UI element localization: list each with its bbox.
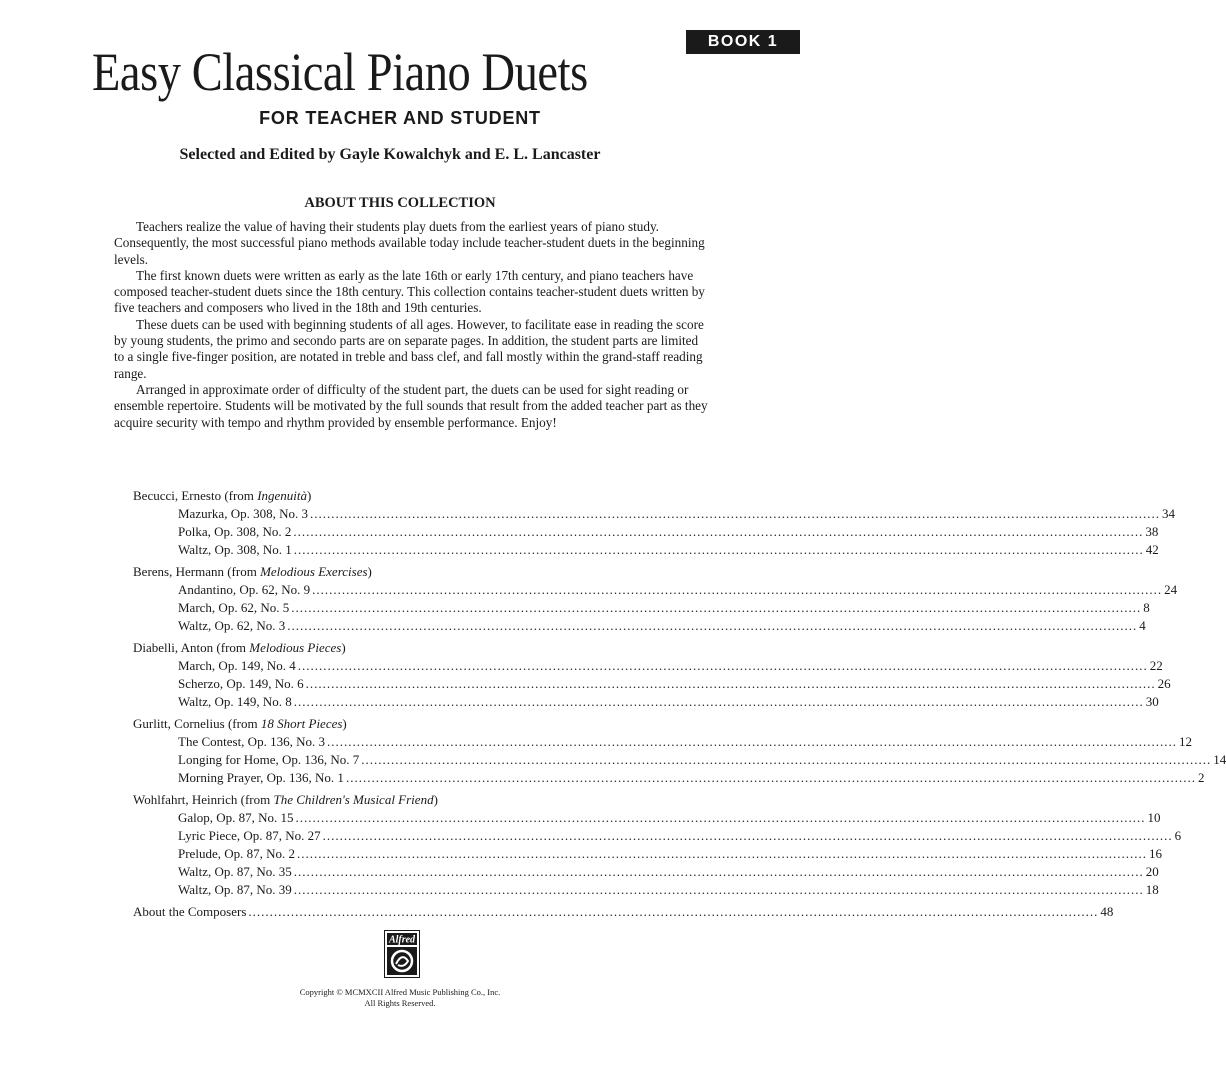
composer-close: ) — [341, 640, 346, 655]
dot-leader: ........................................................................................................................................................................................................ — [293, 694, 1144, 709]
copyright-line: Copyright © MCMXCII Alfred Music Publishing Co., Inc. — [299, 987, 501, 997]
piece-title: Waltz, Op. 87, No. 35 — [178, 864, 292, 879]
about-heading: ABOUT THIS COLLECTION — [304, 195, 496, 211]
composer-source: Melodious Pieces — [249, 640, 342, 655]
composer-name: Wohlfahrt, Heinrich (from — [133, 792, 274, 807]
dot-leader: ........................................................................................................................................................................................................ — [293, 524, 1144, 539]
book-badge: BOOK 1 — [686, 30, 800, 54]
dot-leader: ........................................................................................................................................................................................................ — [309, 506, 1160, 521]
dot-leader: ........................................................................................................................................................................................................ — [297, 846, 1147, 861]
dot-leader: ........................................................................................................................................................................................................ — [293, 864, 1144, 879]
piece-title: Andantino, Op. 62, No. 9 — [178, 582, 311, 597]
page-number: 10 — [1147, 810, 1161, 825]
composer-close: ) — [433, 792, 438, 807]
editors-credit: Selected and Edited by Gayle Kowalchyk and E. L. Lancaster — [179, 146, 601, 163]
dot-leader: ........................................................................................................................................................................................................ — [322, 828, 1173, 843]
piece-title: Waltz, Op. 87, No. 39 — [178, 882, 292, 897]
toc-entry[interactable] — [133, 599, 1150, 617]
dot-leader: ........................................................................................................................................................................................................ — [361, 752, 1212, 767]
composer-name: Berens, Hermann (from — [133, 564, 261, 579]
composer-close: ) — [367, 564, 372, 579]
toc-entry[interactable] — [133, 581, 1178, 599]
piece-title: Waltz, Op. 149, No. 8 — [178, 694, 292, 709]
piece-title: Morning Prayer, Op. 136, No. 1 — [178, 770, 344, 785]
toc-entry[interactable] — [133, 863, 1159, 881]
table-of-contents — [133, 487, 1226, 921]
about-text — [114, 219, 708, 431]
dot-leader: ........................................................................................................................................................................................................ — [295, 810, 1146, 825]
page-number: 14 — [1213, 752, 1226, 767]
composer-heading — [133, 715, 664, 733]
toc-entry[interactable] — [133, 769, 1205, 787]
composer-group — [133, 791, 1182, 899]
toc-entry[interactable] — [133, 881, 1159, 899]
page-number: 12 — [1178, 734, 1192, 749]
composer-heading — [133, 791, 664, 809]
composer-group — [133, 487, 1175, 559]
dot-leader: ........................................................................................................................................................................................................ — [291, 600, 1142, 615]
dot-leader: ........................................................................................................................................................................................................ — [287, 618, 1138, 633]
dot-leader: ........................................................................................................................................................................................................ — [305, 676, 1156, 691]
composer-heading — [133, 487, 664, 505]
piece-title: The Contest, Op. 136, No. 3 — [178, 734, 325, 749]
toc-entry[interactable] — [133, 505, 1175, 523]
page-number: 22 — [1149, 658, 1163, 673]
piece-title: Galop, Op. 87, No. 15 — [178, 810, 294, 825]
page-number: 26 — [1157, 676, 1171, 691]
piece-title: Prelude, Op. 87, No. 2 — [178, 846, 295, 861]
toc-entry-about-composers[interactable] — [133, 903, 1114, 921]
page-number: 38 — [1145, 524, 1159, 539]
composer-close: ) — [342, 716, 347, 731]
page-number: 4 — [1139, 618, 1146, 633]
subtitle: FOR TEACHER AND STUDENT — [259, 108, 541, 128]
piece-title: March, Op. 62, No. 5 — [178, 600, 290, 615]
page-number: 24 — [1164, 582, 1178, 597]
dot-leader: ........................................................................................................................................................................................................ — [297, 658, 1148, 673]
piece-title: Waltz, Op. 308, No. 1 — [178, 542, 292, 557]
about-paragraph: Teachers realize the value of having their students play duets from the earliest years of piano study. Consequently, the most successful piano methods available today include teacher-student duets in the beginning levels. — [114, 219, 705, 267]
composer-name: Becucci, Ernesto (from — [133, 488, 258, 503]
dot-leader: ........................................................................................................................................................................................................ — [293, 542, 1144, 557]
logo-text: Alfred — [388, 934, 416, 946]
rights-line: All Rights Reserved. — [364, 998, 436, 1008]
about-paragraph: The first known duets were written as early as the late 16th or early 17th century, and piano teachers have composed teacher-student duets since the 18th century. This collection contains teacher-student duets written by five teachers and composers who lived in the 18th and 19th centuries. — [114, 267, 705, 316]
piece-title: Waltz, Op. 62, No. 3 — [178, 618, 286, 633]
page-number: 48 — [1100, 904, 1114, 919]
composer-source: Ingenuità — [257, 488, 308, 503]
piece-title: March, Op. 149, No. 4 — [178, 658, 296, 673]
toc-entry[interactable] — [133, 657, 1163, 675]
composer-source: 18 Short Pieces — [260, 716, 343, 731]
toc-entry[interactable] — [133, 751, 1226, 769]
piece-title: Mazurka, Op. 308, No. 3 — [178, 506, 308, 521]
alfred-logo — [384, 930, 420, 978]
piece-title: Polka, Op. 308, No. 2 — [178, 524, 292, 539]
toc-entry[interactable] — [133, 827, 1182, 845]
toc-entry[interactable] — [133, 523, 1159, 541]
piece-title: Lyric Piece, Op. 87, No. 27 — [178, 828, 321, 843]
page-number: 16 — [1149, 846, 1162, 861]
composer-group — [133, 639, 1171, 711]
dot-leader: ........................................................................................................................................................................................................ — [345, 770, 1196, 785]
composer-group — [133, 715, 1226, 787]
page-number: 20 — [1145, 864, 1159, 879]
dot-leader: ........................................................................................................................................................................................................ — [312, 582, 1163, 597]
page-number: 34 — [1161, 506, 1175, 521]
about-paragraph: Arranged in approximate order of difficulty of the student part, the duets can be used for sight reading or ensemble repertoire. Students will be motivated by the full sounds that result from the added teacher part as they acquire security with tempo and rhythm provided by ensemble performance. Enjoy! — [114, 381, 708, 430]
composer-group — [133, 563, 1178, 635]
composer-name: Diabelli, Anton (from — [133, 640, 250, 655]
composer-heading — [133, 563, 664, 581]
toc-entry[interactable] — [133, 809, 1161, 827]
page-number: 2 — [1197, 770, 1205, 785]
toc-entry[interactable] — [133, 617, 1146, 635]
dot-leader: ........................................................................................................................................................................................................ — [248, 904, 1099, 919]
composer-close: ) — [307, 488, 312, 503]
page-number: 42 — [1145, 542, 1159, 557]
page-number: 18 — [1145, 882, 1159, 897]
page-number: 6 — [1174, 828, 1182, 843]
dot-leader: ........................................................................................................................................................................................................ — [326, 734, 1177, 749]
dot-leader: ........................................................................................................................................................................................................ — [293, 882, 1144, 897]
toc-entry[interactable] — [133, 675, 1171, 693]
page-number: 8 — [1143, 600, 1150, 615]
toc-entry[interactable] — [133, 541, 1159, 559]
about-composers-title: About the Composers — [133, 904, 247, 919]
page-number: 30 — [1145, 694, 1159, 709]
toc-entry[interactable] — [133, 693, 1159, 711]
composer-heading — [133, 639, 664, 657]
toc-entry[interactable] — [133, 845, 1162, 863]
page-title: Easy Classical Piano Duets — [92, 42, 588, 102]
about-paragraph: These duets can be used with beginning students of all ages. However, to facilitate ease in reading the score by young students, the primo and secondo parts are on separate pages. In addition, the student parts are limited to a single five-finger position, are notated in treble and bass clef, and fall mostly within the grand-staff reading range. — [114, 316, 704, 381]
piece-title: Scherzo, Op. 149, No. 6 — [178, 676, 304, 691]
composer-name: Gurlitt, Cornelius (from — [133, 716, 261, 731]
composer-source: The Children's Musical Friend — [273, 792, 434, 807]
copyright — [0, 987, 800, 1009]
piece-title: Longing for Home, Op. 136, No. 7 — [178, 752, 360, 767]
toc-entry[interactable] — [133, 733, 1192, 751]
composer-source: Melodious Exercises — [260, 564, 368, 579]
